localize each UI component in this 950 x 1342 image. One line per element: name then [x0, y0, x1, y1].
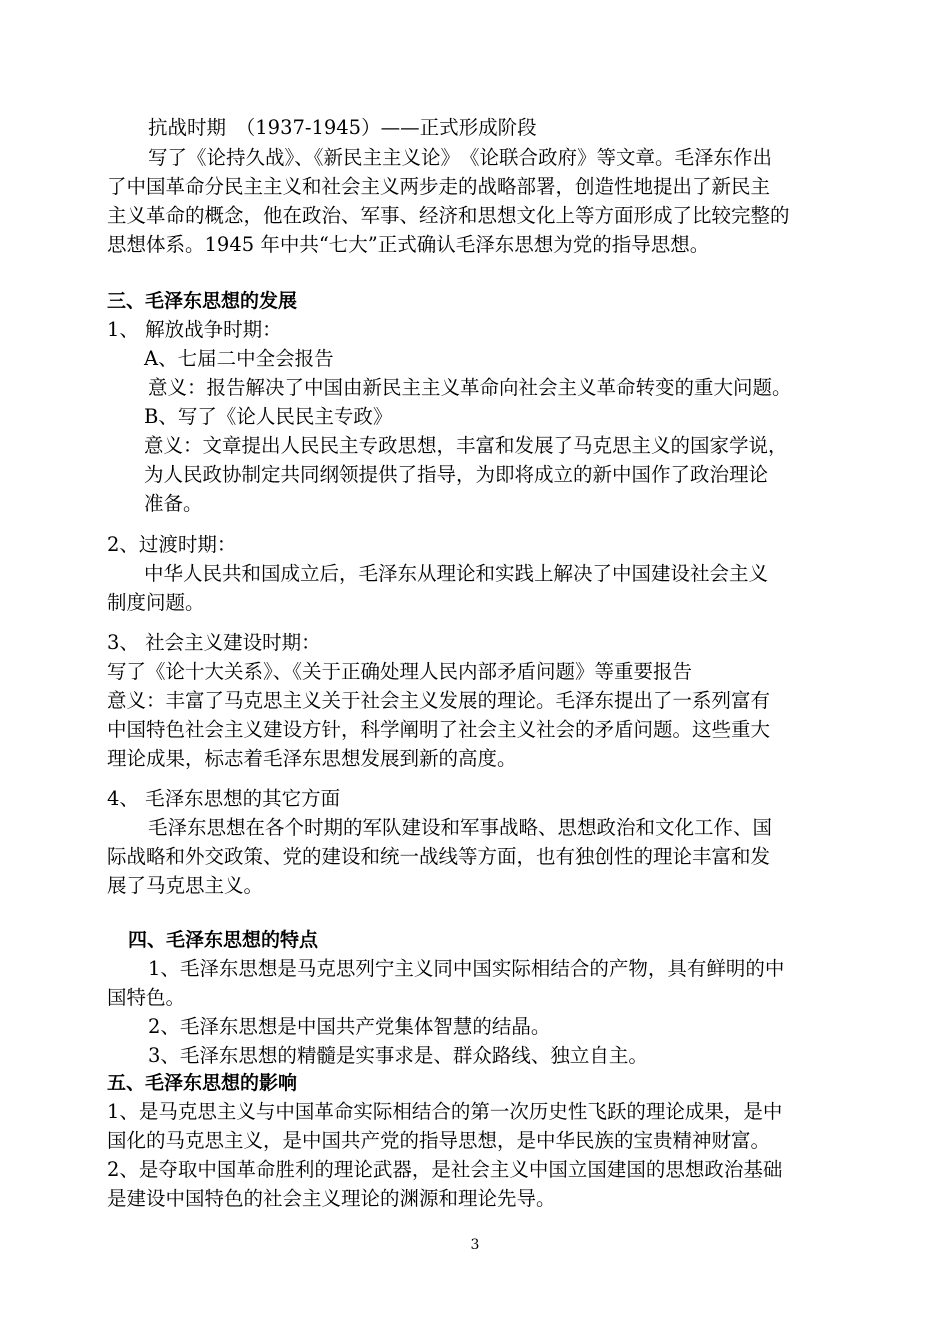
list-item: 国化的马克思主义，是中国共产党的指导思想，是中华民族的宝贵精神财富。 — [107, 1129, 771, 1152]
paragraph-line: 了中国革命分民主主义和社会主义两步走的战略部署，创造性地提出了新民主 — [107, 175, 771, 198]
item-title: 3、 社会主义建设时期： — [107, 631, 321, 654]
works-line: 写了《论十大关系》、《关于正确处理人民内部矛盾问题》等重要报告 — [107, 660, 693, 683]
section-heading: 五、毛泽东思想的影响 — [107, 1072, 298, 1094]
list-item: 1、毛泽东思想是马克思列宁主义同中国实际相结合的产物，具有鲜明的中 — [148, 957, 785, 980]
meaning-line: 中国特色社会主义建设方针，科学阐明了社会主义社会的矛盾问题。这些重大 — [107, 718, 771, 741]
item-title: 2、过渡时期： — [107, 533, 237, 556]
subitem-title: B、写了《论人民民主专政》 — [144, 405, 393, 428]
list-item: 2、毛泽东思想是中国共产党集体智慧的结晶。 — [148, 1015, 551, 1038]
paragraph-line: 际战略和外交政策、党的建设和统一战线等方面，也有独创性的理论丰富和发 — [107, 845, 771, 868]
page-number: 3 — [470, 1237, 480, 1253]
paragraph-line: 写了《论持久战》、《新民主主义论》 《论联合政府》等文章。毛泽东作出 — [148, 146, 773, 169]
meaning-line: 意义：丰富了马克思主义关于社会主义发展的理论。毛泽东提出了一系列富有 — [107, 689, 771, 712]
paragraph-line: 中华人民共和国成立后，毛泽东从理论和实践上解决了中国建设社会主义 — [144, 562, 769, 585]
list-item: 2、是夺取中国革命胜利的理论武器，是社会主义中国立国建国的思想政治基础 — [107, 1158, 783, 1181]
meaning-line: 意义：报告解决了中国由新民主主义革命向社会主义革命转变的重大问题。 — [148, 376, 792, 399]
paragraph-line: 思想体系。1945 年中共“七大”正式确认毛泽东思想为党的指导思想。 — [107, 233, 710, 256]
paragraph-line: 展了马克思主义。 — [107, 874, 264, 897]
paragraph-line: 主义革命的概念，他在政治、军事、经济和思想文化上等方面形成了比较完整的 — [107, 204, 790, 227]
list-item: 3、毛泽东思想的精髓是实事求是、群众路线、独立自主。 — [148, 1044, 648, 1067]
list-item: 是建设中国特色的社会主义理论的渊源和理论先导。 — [107, 1187, 556, 1210]
meaning-line: 为人民政协制定共同纲领提供了指导，为即将成立的新中国作了政治理论 — [144, 463, 769, 486]
paragraph-line: 毛泽东思想在各个时期的军队建设和军事战略、思想政治和文化工作、国 — [148, 816, 773, 839]
subitem-title: A、七届二中全会报告 — [144, 347, 334, 370]
meaning-line: 意义：文章提出人民民主专政思想，丰富和发展了马克思主义的国家学说， — [144, 434, 788, 457]
item-title: 4、 毛泽东思想的其它方面 — [107, 787, 341, 810]
paragraph-line: 制度问题。 — [107, 591, 205, 614]
period-heading: 抗战时期 （1937-1945）——正式形成阶段 — [148, 116, 537, 139]
list-item: 1、是马克思主义与中国革命实际相结合的第一次历史性飞跃的理论成果，是中 — [107, 1100, 783, 1123]
item-title: 1、 解放战争时期： — [107, 318, 282, 341]
section-heading: 四、毛泽东思想的特点 — [128, 929, 319, 951]
meaning-line: 理论成果，标志着毛泽东思想发展到新的高度。 — [107, 747, 517, 770]
section-heading: 三、毛泽东思想的发展 — [107, 290, 298, 312]
meaning-line: 准备。 — [144, 492, 203, 515]
list-item: 国特色。 — [107, 986, 186, 1009]
